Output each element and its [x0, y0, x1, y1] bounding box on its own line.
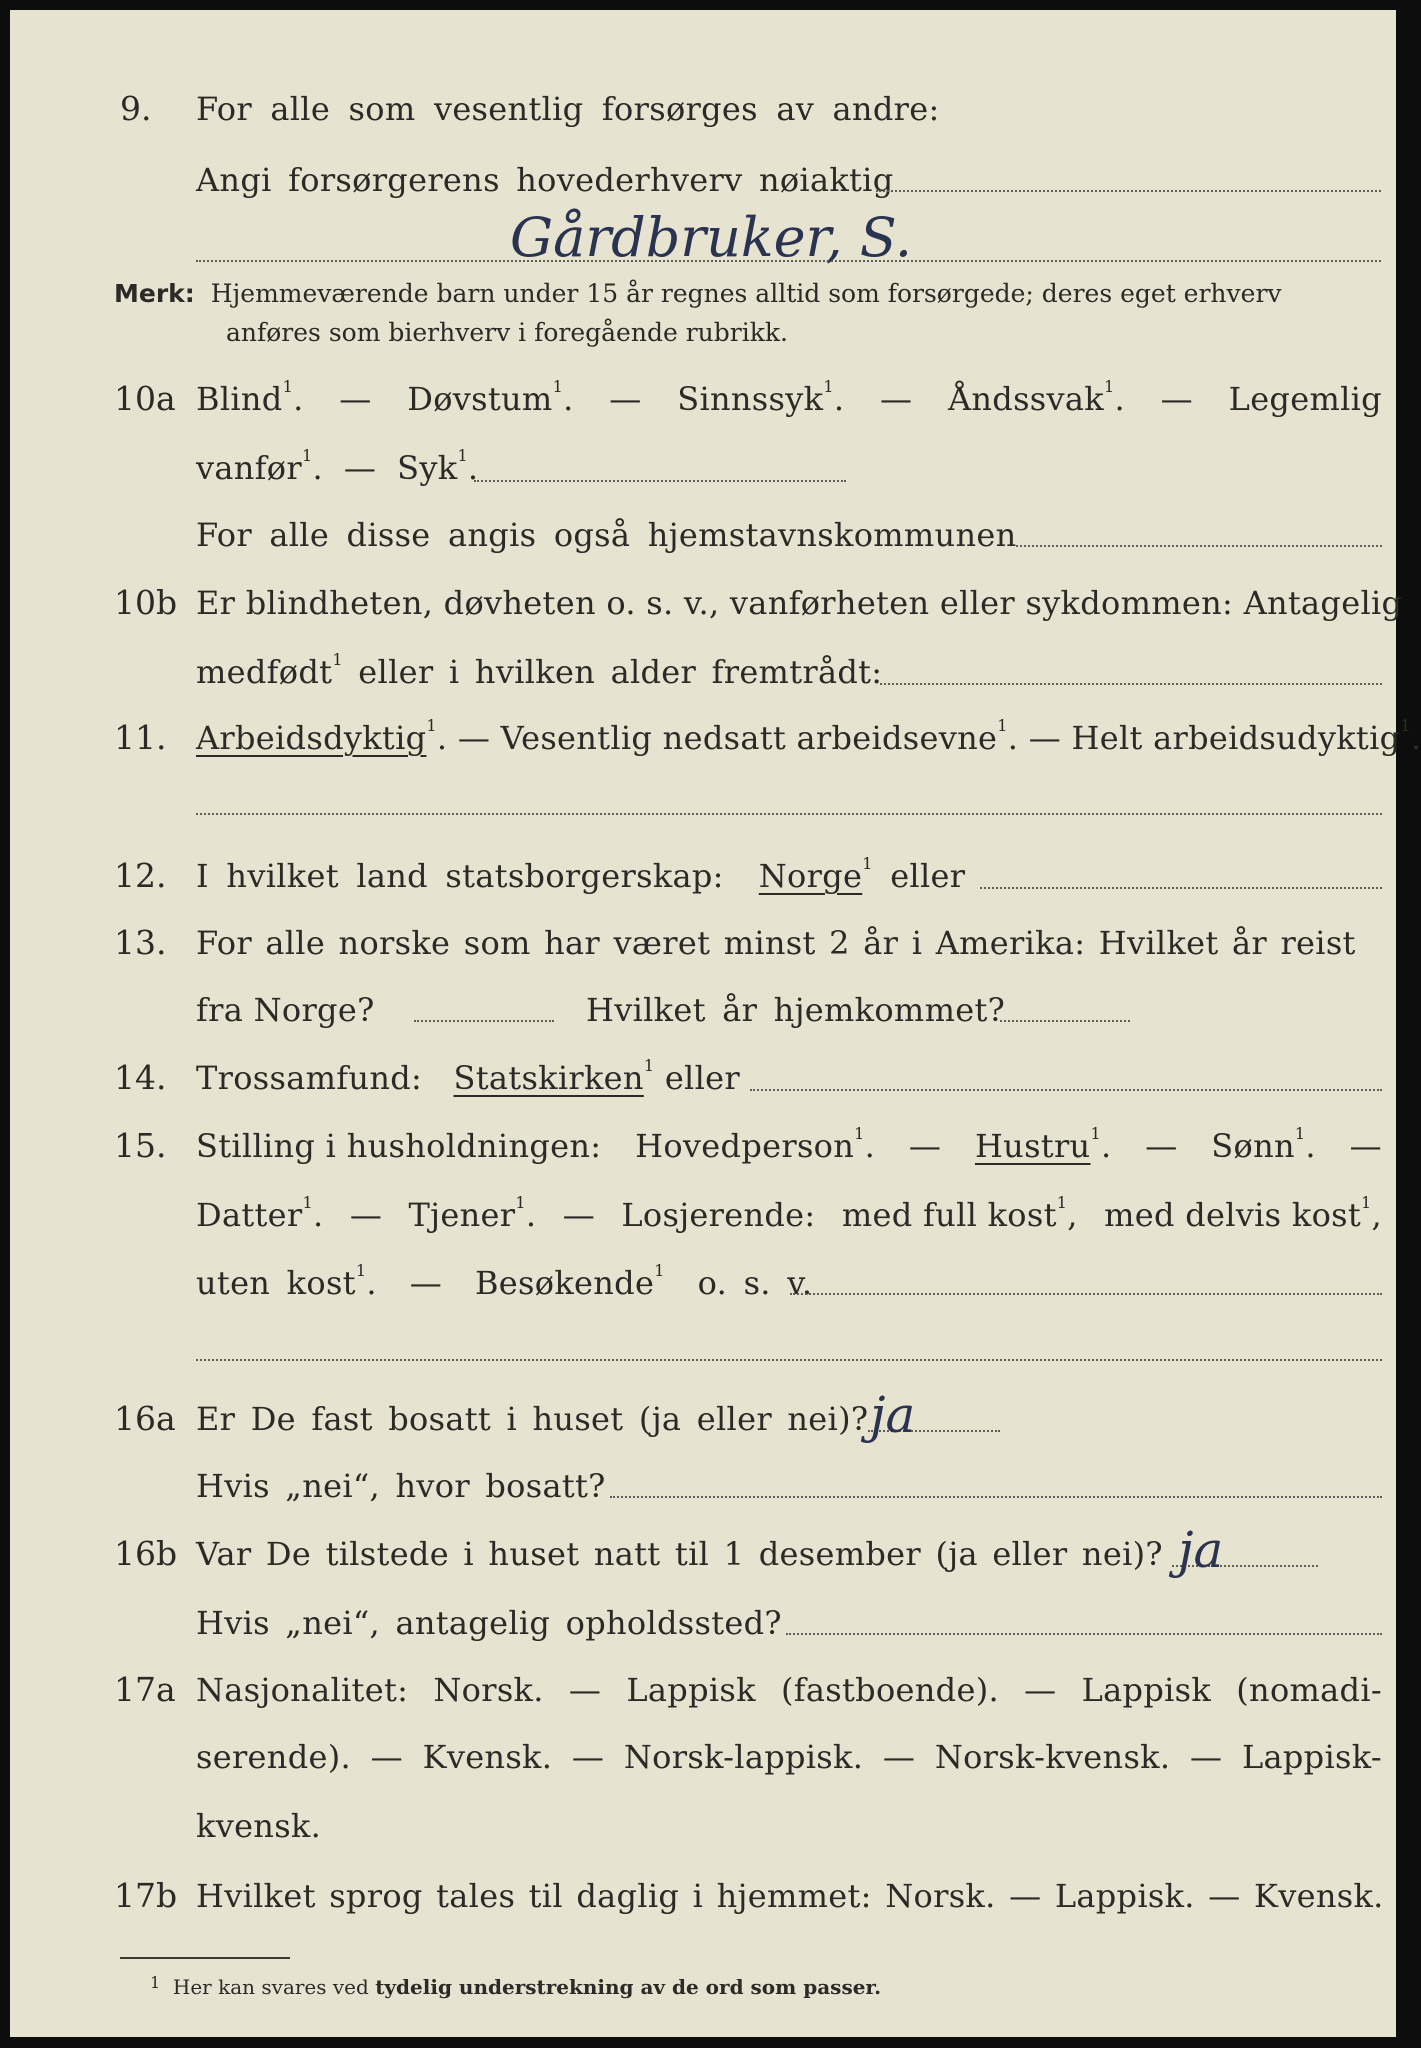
q10a-kommune-line[interactable]	[1016, 545, 1382, 547]
q10a-line1: Blind$^1$. — Døvstum$^1$. — Sinnssyk$^1$. — Åndssvak$^1$. — Legemlig	[196, 377, 1382, 418]
q15-uten-kost[interactable]: uten kost	[196, 1264, 356, 1302]
q9-fill-line[interactable]	[876, 190, 1381, 192]
q15-osv: o. s. v.	[697, 1264, 813, 1302]
q15-datter[interactable]: Datter	[196, 1196, 303, 1234]
q14-number: 14.	[114, 1058, 167, 1097]
q15-line3: uten kost$^1$. — Besøkende$^1$ o. s. v.	[196, 1261, 813, 1302]
q15-hovedperson[interactable]: Hovedperson	[635, 1127, 855, 1165]
footnote-text-b: tydelig understrekning av de ord som passer.	[375, 1975, 882, 1999]
q15-line1: Stilling i husholdningen: Hovedperson$^1$. — Hustru$^1$. — Sønn$^1$. —	[196, 1124, 1382, 1165]
q15-besokende[interactable]: Besøkende	[474, 1264, 655, 1302]
q16a-bosatt-line[interactable]	[610, 1496, 1382, 1498]
q17a-fastboende[interactable]: (fastboende).	[781, 1671, 999, 1709]
q9-line1: For alle som vesentlig forsørges av andre:	[196, 90, 940, 128]
q17a-lappisk-nomad[interactable]: Lappisk	[1081, 1671, 1212, 1709]
q17a-dash: —	[568, 1671, 602, 1709]
q17a-dash: —	[370, 1738, 403, 1776]
q16a-handwritten-answer: ja	[870, 1386, 916, 1444]
q12-eller: eller	[890, 857, 966, 895]
q17a-line3[interactable]: kvensk.	[196, 1807, 322, 1845]
q16b-opholdssted-line[interactable]	[786, 1633, 1382, 1635]
q10a-andssvak[interactable]: Åndssvak	[947, 380, 1104, 418]
q15-label: Stilling i husholdningen:	[196, 1127, 602, 1165]
q10a-dovstum[interactable]: Døvstum	[407, 380, 553, 418]
q17a-norsk-kvensk[interactable]: Norsk-kvensk.	[934, 1738, 1171, 1776]
q10b-line2: medfødt$^1$ eller i hvilken alder fremtrådt:	[196, 650, 883, 691]
footnote-text-a: Her kan svares ved	[172, 1975, 369, 1999]
q10b-number: 10b	[114, 583, 178, 622]
q10a-vanfor[interactable]: vanfør	[196, 449, 302, 487]
q15-losjerende: Losjerende:	[621, 1196, 816, 1234]
q17a-lappisk-kvensk[interactable]: Lappisk-	[1241, 1738, 1382, 1776]
q17a-norsk-lappisk[interactable]: Norsk-lappisk.	[623, 1738, 864, 1776]
q17b-number: 17b	[114, 1876, 178, 1915]
q10a-blind[interactable]: Blind	[196, 380, 283, 418]
q12-text: I hvilket land statsborgerskap:	[196, 857, 724, 895]
q12-answer-line[interactable]	[980, 887, 1382, 889]
q12-number: 12.	[114, 856, 167, 895]
q14-text: Trossamfund:	[196, 1059, 423, 1097]
merk-line1	[114, 276, 1282, 312]
q11-line: Arbeidsdyktig$^1$. — Vesentlig nedsatt arbeidsevne$^1$. — Helt arbeidsudyktig$^1$.	[196, 716, 1421, 757]
q17a-line2	[196, 1737, 1382, 1777]
q10b-alder-line[interactable]	[880, 683, 1382, 685]
q17a-dash: —	[882, 1738, 916, 1776]
q16b-line2: Hvis „nei“, antagelig opholdssted?	[196, 1604, 782, 1642]
q10a-legemlig[interactable]: Legemlig	[1228, 380, 1382, 418]
merk-line2: anføres som bierhverv i foregående rubrikk.	[226, 318, 788, 347]
merk-text1: Hjemmeværende barn under 15 år regnes alltid som forsørgede; deres eget erhverv	[210, 279, 1282, 308]
q13-line2a: fra Norge?	[196, 991, 375, 1029]
q15-hustru[interactable]: Hustru	[974, 1127, 1091, 1165]
q17b-line	[196, 1876, 1384, 1916]
census-form-page	[10, 10, 1421, 2037]
merk-label: Merk:	[114, 279, 195, 308]
q11-number: 11.	[114, 718, 167, 757]
q14-eller: eller	[664, 1059, 740, 1097]
q13-number: 13.	[114, 923, 167, 962]
q10b-line1: Er blindheten, døvheten o. s. v., vanførheten eller sykdommen: Antagelig	[196, 584, 1403, 622]
q13-line1: For alle norske som har været minst 2 år i Amerika: Hvilket år reist	[196, 924, 1356, 962]
q15-extra-line[interactable]	[196, 1359, 1382, 1361]
q10b-medfodt[interactable]: medfødt	[196, 653, 333, 691]
q16a-number: 16a	[114, 1399, 176, 1438]
q17a-serende[interactable]: serende).	[196, 1738, 351, 1776]
q10a-syk[interactable]: Syk	[397, 449, 458, 487]
q14-answer-line[interactable]	[750, 1089, 1382, 1091]
q11-arbeidsdyktig[interactable]: Arbeidsdyktig	[196, 719, 427, 757]
q10a-line2: vanfør$^1$. — Syk$^1$.	[196, 446, 479, 487]
q9-line2: Angi forsørgerens hovederhverv nøiaktig	[196, 161, 894, 199]
q17a-norsk[interactable]: Norsk.	[433, 1671, 544, 1709]
footnote	[150, 1975, 881, 1999]
q17a-nomadi[interactable]: (nomadi-	[1236, 1671, 1382, 1709]
q16a-line2: Hvis „nei“, hvor bosatt?	[196, 1467, 606, 1505]
q17b-text: Hvilket sprog tales til daglig i hjemmet:	[196, 1877, 872, 1915]
q17a-line1	[196, 1670, 1382, 1710]
q10a-number: 10a	[114, 379, 176, 418]
q16a-line1: Er De fast bosatt i huset (ja eller nei)?	[196, 1400, 869, 1438]
q12-norge[interactable]: Norge	[758, 857, 863, 895]
q13-line2b: Hvilket år hjemkommet?	[586, 991, 1006, 1029]
q16b-number: 16b	[114, 1534, 178, 1573]
q15-tjener[interactable]: Tjener	[408, 1196, 516, 1234]
q15-sonn[interactable]: Sønn	[1211, 1127, 1295, 1165]
q13-hjemkommet-line[interactable]	[1000, 1020, 1130, 1022]
q15-full-kost[interactable]: med full kost	[841, 1196, 1057, 1234]
q17a-kvensk[interactable]: Kvensk.	[422, 1738, 553, 1776]
q15-line2: Datter$^1$. — Tjener$^1$. — Losjerende: med full kost$^1$, med delvis kost$^1$,	[196, 1193, 1382, 1234]
footnote-rule	[120, 1957, 290, 1959]
q9-answer-line[interactable]	[196, 260, 1381, 262]
footnote-mark: 1	[150, 1973, 161, 1992]
q13-reist-line[interactable]	[414, 1020, 554, 1022]
q17a-dash: —	[571, 1738, 605, 1776]
q14-line: Trossamfund: Statskirken$^1$ eller	[196, 1056, 740, 1097]
q17a-dash: —	[1024, 1671, 1057, 1709]
q14-statskirken[interactable]: Statskirken	[453, 1059, 644, 1097]
q16b-handwritten-answer: ja	[1178, 1521, 1224, 1579]
q15-number: 15.	[114, 1126, 167, 1165]
q16b-line1: Var De tilstede i huset natt til 1 desember (ja eller nei)?	[196, 1535, 1163, 1573]
q10a-sinnssyk[interactable]: Sinnssyk	[677, 380, 824, 418]
q9-handwritten-answer: Gårdbruker, S.	[510, 206, 912, 269]
q10a-syk-line[interactable]	[474, 480, 846, 482]
q10a-line3: For alle disse angis også hjemstavnskommunen	[196, 516, 1017, 554]
form-sheet	[10, 10, 1421, 2037]
q11-nedsatt[interactable]: Vesentlig nedsatt arbeidsevne	[500, 719, 998, 757]
q17b-options[interactable]: Norsk. — Lappisk. — Kvensk.	[885, 1877, 1384, 1915]
q9-number: 9.	[120, 89, 152, 128]
q12-line: I hvilket land statsborgerskap: Norge$^1$ eller	[196, 854, 966, 895]
q15-delvis-kost[interactable]: med delvis kost	[1104, 1196, 1362, 1234]
q17a-lappisk-fast[interactable]: Lappisk	[626, 1671, 756, 1709]
q17a-number: 17a	[114, 1670, 176, 1709]
q11-answer-line[interactable]	[196, 813, 1382, 815]
q17a-label: Nasjonalitet:	[196, 1671, 409, 1709]
q17a-dash: —	[1190, 1738, 1223, 1776]
q10b-alder-text: eller i hvilken alder fremtrådt:	[358, 653, 883, 691]
q15-answer-line[interactable]	[790, 1293, 1382, 1295]
q11-udyktig[interactable]: Helt arbeidsudyktig	[1071, 719, 1401, 757]
